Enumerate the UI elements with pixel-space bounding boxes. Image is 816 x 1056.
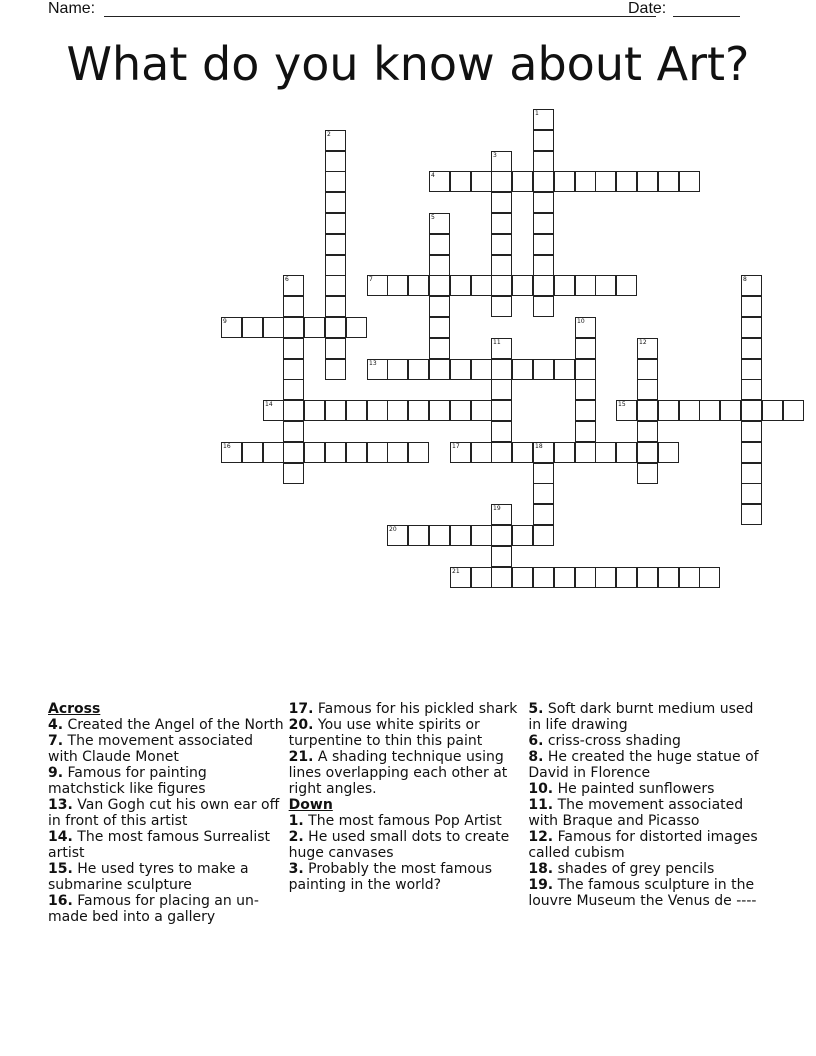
crossword-cell[interactable] bbox=[637, 463, 658, 484]
clue-text: Created the Angel of the North bbox=[63, 717, 284, 733]
crossword-cell[interactable] bbox=[533, 151, 554, 172]
crossword-cell[interactable] bbox=[741, 359, 762, 380]
clue-number: 19. bbox=[528, 877, 554, 893]
clue-number: 18. bbox=[528, 861, 554, 877]
clue-item bbox=[289, 861, 525, 893]
crossword-cell[interactable] bbox=[429, 275, 450, 296]
crossword-cell[interactable] bbox=[637, 338, 658, 359]
crossword-cell[interactable] bbox=[637, 442, 658, 463]
crossword-cell[interactable] bbox=[554, 275, 575, 296]
clue-item bbox=[48, 765, 285, 797]
clue-item bbox=[528, 733, 764, 749]
crossword-cell[interactable] bbox=[679, 171, 700, 192]
clue-item bbox=[48, 733, 285, 765]
crossword-cell[interactable] bbox=[512, 525, 533, 546]
crossword-cell[interactable] bbox=[575, 400, 596, 421]
crossword-cell[interactable] bbox=[512, 171, 533, 192]
crossword-cell[interactable] bbox=[325, 234, 346, 255]
crossword-cell[interactable] bbox=[491, 421, 512, 442]
crossword-cell[interactable] bbox=[554, 171, 575, 192]
crossword-cell[interactable] bbox=[491, 400, 512, 421]
crossword-cell[interactable] bbox=[637, 421, 658, 442]
crossword-cell[interactable] bbox=[741, 338, 762, 359]
clue-number: 20. bbox=[288, 717, 314, 733]
crossword-cell[interactable] bbox=[595, 442, 616, 463]
crossword-cell[interactable] bbox=[699, 400, 720, 421]
crossword-cell[interactable] bbox=[450, 442, 471, 463]
crossword-cell[interactable] bbox=[637, 400, 658, 421]
clue-number: 17. bbox=[288, 701, 314, 717]
crossword-cell[interactable] bbox=[367, 359, 388, 380]
crossword-cell[interactable] bbox=[491, 567, 512, 588]
crossword-cell[interactable] bbox=[533, 109, 554, 130]
clue-item bbox=[48, 797, 285, 829]
crossword-cell[interactable] bbox=[242, 317, 263, 338]
crossword-cell[interactable] bbox=[325, 192, 346, 213]
clue-number: 12. bbox=[528, 829, 554, 845]
crossword-cell[interactable] bbox=[367, 442, 388, 463]
clue-item bbox=[48, 717, 285, 733]
clue-item bbox=[48, 829, 285, 861]
crossword-cell[interactable] bbox=[263, 442, 284, 463]
crossword-cell[interactable] bbox=[741, 483, 762, 504]
cell-number: 17 bbox=[452, 443, 460, 450]
crossword-cell[interactable] bbox=[263, 317, 284, 338]
crossword-cell[interactable] bbox=[242, 442, 263, 463]
crossword-cell[interactable] bbox=[699, 567, 720, 588]
crossword-cell[interactable] bbox=[387, 400, 408, 421]
crossword-cell[interactable] bbox=[450, 400, 471, 421]
crossword-cell[interactable] bbox=[283, 463, 304, 484]
clue-text: He painted sunflowers bbox=[553, 781, 715, 797]
clue-item bbox=[528, 797, 764, 829]
crossword-cell[interactable] bbox=[221, 442, 242, 463]
clue-number: 11. bbox=[528, 797, 554, 813]
clue-item bbox=[528, 701, 764, 733]
crossword-cell[interactable] bbox=[471, 275, 492, 296]
crossword-cell[interactable] bbox=[595, 171, 616, 192]
crossword-cell[interactable] bbox=[533, 504, 554, 525]
crossword-cell[interactable] bbox=[741, 442, 762, 463]
clue-item bbox=[528, 861, 764, 877]
crossword-cell[interactable] bbox=[533, 130, 554, 151]
clue-number: 9. bbox=[48, 765, 64, 781]
crossword-cell[interactable] bbox=[491, 442, 512, 463]
crossword-cell[interactable] bbox=[741, 421, 762, 442]
clue-item bbox=[48, 893, 285, 925]
crossword-cell[interactable] bbox=[512, 275, 533, 296]
clue-text: He used small dots to create huge canvases bbox=[288, 829, 510, 861]
crossword-cell[interactable] bbox=[221, 317, 242, 338]
crossword-cell[interactable] bbox=[491, 213, 512, 234]
crossword-cell[interactable] bbox=[346, 317, 367, 338]
clue-number: 10. bbox=[528, 781, 554, 797]
crossword-cell[interactable] bbox=[533, 213, 554, 234]
crossword-cell[interactable] bbox=[533, 296, 554, 317]
crossword-cell[interactable] bbox=[512, 567, 533, 588]
crossword-cell[interactable] bbox=[575, 567, 596, 588]
crossword-cell[interactable] bbox=[325, 171, 346, 192]
clue-number: 8. bbox=[528, 749, 544, 765]
crossword-cell[interactable] bbox=[491, 171, 512, 192]
crossword-cell[interactable] bbox=[658, 442, 679, 463]
cell-number: 19 bbox=[493, 505, 501, 512]
crossword-cell[interactable] bbox=[741, 275, 762, 296]
crossword-cell[interactable] bbox=[283, 442, 304, 463]
crossword-cell[interactable] bbox=[491, 546, 512, 567]
cell-number: 5 bbox=[431, 214, 435, 221]
crossword-cell[interactable] bbox=[429, 317, 450, 338]
crossword-cell[interactable] bbox=[304, 400, 325, 421]
clue-text: shades of grey pencils bbox=[553, 861, 715, 877]
cell-number: 12 bbox=[639, 339, 647, 346]
crossword-cell[interactable] bbox=[429, 296, 450, 317]
crossword-cell[interactable] bbox=[741, 379, 762, 400]
clue-item bbox=[528, 829, 764, 861]
clue-text: Famous for distorted images called cubism bbox=[528, 829, 758, 861]
crossword-cell[interactable] bbox=[679, 400, 700, 421]
crossword-cell[interactable] bbox=[554, 567, 575, 588]
crossword-cell[interactable] bbox=[741, 463, 762, 484]
crossword-cell[interactable] bbox=[533, 234, 554, 255]
clue-text: The movement associated with Braque and Picasso bbox=[528, 797, 744, 829]
clue-text: The most famous Surrealist artist bbox=[48, 829, 270, 861]
clue-number: 4. bbox=[48, 717, 64, 733]
cell-number: 2 bbox=[327, 131, 331, 138]
crossword-cell[interactable] bbox=[491, 151, 512, 172]
crossword-cell[interactable] bbox=[575, 379, 596, 400]
crossword-cell[interactable] bbox=[512, 359, 533, 380]
crossword-cell[interactable] bbox=[408, 359, 429, 380]
crossword-cell[interactable] bbox=[554, 442, 575, 463]
cell-number: 21 bbox=[452, 568, 460, 575]
crossword-cell[interactable] bbox=[491, 359, 512, 380]
crossword-cell[interactable] bbox=[512, 442, 533, 463]
crossword-cell[interactable] bbox=[637, 171, 658, 192]
crossword-cell[interactable] bbox=[325, 317, 346, 338]
crossword-cell[interactable] bbox=[283, 421, 304, 442]
crossword-cell[interactable] bbox=[471, 400, 492, 421]
crossword-cell[interactable] bbox=[533, 463, 554, 484]
crossword-cell[interactable] bbox=[325, 296, 346, 317]
crossword-cell[interactable] bbox=[325, 255, 346, 276]
crossword-cell[interactable] bbox=[533, 359, 554, 380]
clue-text: Famous for his pickled shark bbox=[313, 701, 518, 717]
clue-item bbox=[528, 749, 764, 781]
crossword-cell[interactable] bbox=[658, 400, 679, 421]
crossword-cell[interactable] bbox=[325, 400, 346, 421]
clue-number: 6. bbox=[528, 733, 544, 749]
clue-number: 15. bbox=[48, 861, 73, 877]
crossword-cell[interactable] bbox=[491, 255, 512, 276]
clue-number: 1. bbox=[288, 813, 304, 829]
page-title: What do you know about Art? bbox=[66, 37, 750, 91]
clue-number: 14. bbox=[48, 829, 73, 845]
crossword-cell[interactable] bbox=[387, 525, 408, 546]
cell-number: 10 bbox=[577, 318, 585, 325]
crossword-cell[interactable] bbox=[575, 317, 596, 338]
clues-column-2 bbox=[289, 701, 529, 981]
crossword-cell[interactable] bbox=[450, 275, 471, 296]
crossword-cell[interactable] bbox=[429, 213, 450, 234]
crossword-cell[interactable] bbox=[533, 255, 554, 276]
clue-number: 21. bbox=[288, 749, 314, 765]
crossword-cell[interactable] bbox=[533, 483, 554, 504]
crossword-cell[interactable] bbox=[471, 567, 492, 588]
clues-column-1 bbox=[48, 701, 289, 981]
crossword-cell[interactable] bbox=[491, 525, 512, 546]
cell-number: 16 bbox=[223, 443, 231, 450]
crossword-cell[interactable] bbox=[491, 338, 512, 359]
cell-number: 11 bbox=[493, 339, 501, 346]
crossword-cell[interactable] bbox=[367, 400, 388, 421]
crossword-cell[interactable] bbox=[616, 171, 637, 192]
across-heading: Across bbox=[48, 701, 101, 717]
clue-item bbox=[289, 701, 525, 717]
crossword-cell[interactable] bbox=[637, 359, 658, 380]
crossword-cell[interactable] bbox=[325, 442, 346, 463]
crossword-cell[interactable] bbox=[450, 359, 471, 380]
crossword-cell[interactable] bbox=[450, 171, 471, 192]
crossword-cell[interactable] bbox=[367, 275, 388, 296]
date-label: Date: bbox=[628, 0, 667, 17]
crossword-cell[interactable] bbox=[616, 275, 637, 296]
cell-number: 1 bbox=[535, 110, 539, 117]
crossword-cell[interactable] bbox=[741, 317, 762, 338]
crossword-cell[interactable] bbox=[408, 275, 429, 296]
clue-number: 5. bbox=[528, 701, 544, 717]
crossword-cell[interactable] bbox=[575, 359, 596, 380]
crossword-cell[interactable] bbox=[283, 296, 304, 317]
clue-text: Famous for painting matchstick like figures bbox=[48, 765, 207, 797]
crossword-cell[interactable] bbox=[575, 442, 596, 463]
clue-item bbox=[289, 717, 525, 749]
crossword-cell[interactable] bbox=[429, 338, 450, 359]
crossword-cell[interactable] bbox=[471, 442, 492, 463]
crossword-cell[interactable] bbox=[533, 171, 554, 192]
cell-number: 8 bbox=[743, 276, 747, 283]
crossword-cell[interactable] bbox=[533, 192, 554, 213]
name-label: Name: bbox=[48, 0, 96, 17]
crossword-cell[interactable] bbox=[304, 442, 325, 463]
clue-item bbox=[528, 877, 764, 909]
clue-item bbox=[48, 861, 285, 893]
clue-text: Famous for placing an un-made bed into a gallery bbox=[48, 893, 259, 925]
cell-number: 6 bbox=[285, 276, 289, 283]
crossword-cell[interactable] bbox=[263, 400, 284, 421]
clue-number: 13. bbox=[48, 797, 73, 813]
crossword-cell[interactable] bbox=[387, 275, 408, 296]
crossword-cell[interactable] bbox=[325, 151, 346, 172]
crossword-cell[interactable] bbox=[283, 275, 304, 296]
crossword-cell[interactable] bbox=[491, 296, 512, 317]
crossword-cell[interactable] bbox=[471, 171, 492, 192]
crossword-cell[interactable] bbox=[741, 504, 762, 525]
clue-number: 16. bbox=[48, 893, 73, 909]
crossword-cell[interactable] bbox=[450, 567, 471, 588]
clues-section bbox=[48, 701, 768, 981]
crossword-cell[interactable] bbox=[783, 400, 804, 421]
crossword-cell[interactable] bbox=[637, 379, 658, 400]
crossword-cell[interactable] bbox=[450, 525, 471, 546]
crossword-cell[interactable] bbox=[533, 442, 554, 463]
crossword-cell[interactable] bbox=[387, 359, 408, 380]
crossword-cell[interactable] bbox=[741, 400, 762, 421]
crossword-cell[interactable] bbox=[491, 192, 512, 213]
clue-text: Van Gogh cut his own ear off in front of this artist bbox=[48, 797, 280, 829]
crossword-cell[interactable] bbox=[533, 525, 554, 546]
clue-text: The famous sculpture in the louvre Museum the Venus de ---- bbox=[528, 877, 757, 909]
crossword-cell[interactable] bbox=[741, 296, 762, 317]
clue-text: You use white spirits or turpentine to thin this paint bbox=[288, 717, 483, 749]
crossword-cell[interactable] bbox=[658, 567, 679, 588]
crossword-cell[interactable] bbox=[679, 567, 700, 588]
crossword-cell[interactable] bbox=[429, 234, 450, 255]
crossword-cell[interactable] bbox=[304, 317, 325, 338]
crossword-cell[interactable] bbox=[616, 567, 637, 588]
crossword-cell[interactable] bbox=[575, 421, 596, 442]
cell-number: 9 bbox=[223, 318, 227, 325]
clue-text: The most famous Pop Artist bbox=[303, 813, 502, 829]
crossword-cell[interactable] bbox=[491, 234, 512, 255]
clue-number: 3. bbox=[288, 861, 304, 877]
crossword-cell[interactable] bbox=[283, 317, 304, 338]
crossword-cell[interactable] bbox=[491, 275, 512, 296]
cell-number: 18 bbox=[535, 443, 543, 450]
cell-number: 15 bbox=[618, 401, 626, 408]
crossword-cell[interactable] bbox=[471, 359, 492, 380]
clue-text: He created the huge statue of David in Florence bbox=[528, 749, 759, 781]
clue-text: Soft dark burnt medium used in life drawing bbox=[528, 701, 754, 733]
crossword-cell[interactable] bbox=[720, 400, 741, 421]
crossword-cell[interactable] bbox=[471, 525, 492, 546]
clue-item bbox=[289, 813, 525, 829]
crossword-cell[interactable] bbox=[429, 255, 450, 276]
crossword-cell[interactable] bbox=[595, 567, 616, 588]
crossword-cell[interactable] bbox=[408, 442, 429, 463]
crossword-cell[interactable] bbox=[283, 400, 304, 421]
crossword-cell[interactable] bbox=[658, 171, 679, 192]
cell-number: 13 bbox=[369, 360, 377, 367]
cell-number: 3 bbox=[493, 152, 497, 159]
crossword-cell[interactable] bbox=[429, 171, 450, 192]
clue-text: The movement associated with Claude Monet bbox=[48, 733, 254, 765]
crossword-cell[interactable] bbox=[325, 213, 346, 234]
crossword-cell[interactable] bbox=[554, 359, 575, 380]
crossword-cell[interactable] bbox=[616, 400, 637, 421]
clue-item bbox=[289, 829, 525, 861]
cell-number: 7 bbox=[369, 276, 373, 283]
crossword-cell[interactable] bbox=[283, 338, 304, 359]
crossword-cell[interactable] bbox=[616, 442, 637, 463]
clue-item bbox=[289, 749, 525, 797]
crossword-cell[interactable] bbox=[429, 525, 450, 546]
crossword-cell[interactable] bbox=[346, 442, 367, 463]
clue-text: criss-cross shading bbox=[543, 733, 681, 749]
crossword-cell[interactable] bbox=[429, 400, 450, 421]
crossword-cell[interactable] bbox=[491, 379, 512, 400]
crossword-cell[interactable] bbox=[325, 130, 346, 151]
crossword-cell[interactable] bbox=[408, 400, 429, 421]
cell-number: 4 bbox=[431, 172, 435, 179]
clues-column-3 bbox=[528, 701, 768, 981]
cell-number: 14 bbox=[265, 401, 273, 408]
crossword-cell[interactable] bbox=[325, 359, 346, 380]
crossword-cell[interactable] bbox=[575, 171, 596, 192]
clue-text: A shading technique using lines overlapping each other at right angles. bbox=[288, 749, 508, 797]
clue-number: 7. bbox=[48, 733, 64, 749]
clue-text: Probably the most famous painting in the world? bbox=[288, 861, 493, 893]
crossword-cell[interactable] bbox=[283, 359, 304, 380]
crossword-cell[interactable] bbox=[325, 338, 346, 359]
clue-text: He used tyres to make a submarine sculpture bbox=[48, 861, 249, 893]
crossword-cell[interactable] bbox=[491, 504, 512, 525]
crossword-cell[interactable] bbox=[762, 400, 783, 421]
crossword-cell[interactable] bbox=[408, 525, 429, 546]
crossword-cell[interactable] bbox=[575, 338, 596, 359]
crossword-cell[interactable] bbox=[637, 567, 658, 588]
clue-item bbox=[528, 781, 764, 797]
crossword-cell[interactable] bbox=[595, 275, 616, 296]
clue-number: 2. bbox=[288, 829, 304, 845]
crossword-cell[interactable] bbox=[575, 275, 596, 296]
down-heading: Down bbox=[288, 797, 333, 813]
crossword-cell[interactable] bbox=[533, 275, 554, 296]
crossword-cell[interactable] bbox=[346, 400, 367, 421]
crossword-cell[interactable] bbox=[283, 379, 304, 400]
crossword-cell[interactable] bbox=[429, 359, 450, 380]
crossword-cell[interactable] bbox=[533, 567, 554, 588]
crossword-cell[interactable] bbox=[387, 442, 408, 463]
cell-number: 20 bbox=[389, 526, 397, 533]
crossword-cell[interactable] bbox=[325, 275, 346, 296]
